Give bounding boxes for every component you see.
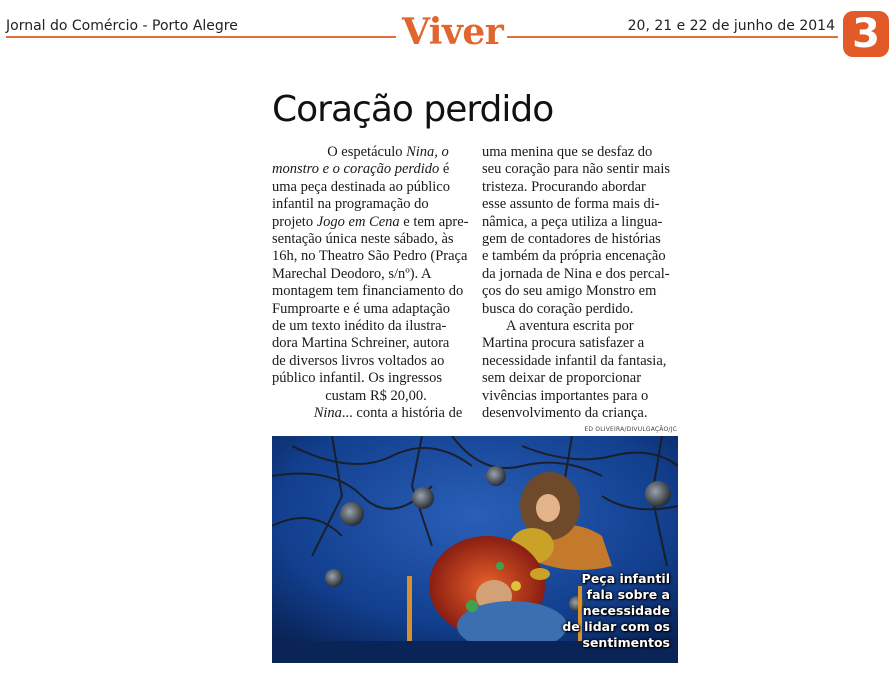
header-rule-left: [6, 36, 396, 38]
header-rule-right: [507, 36, 838, 38]
article-headline: Coração perdido: [272, 89, 554, 130]
article-paragraph-3: A aventura escrita por Martina procura satisfazer a necessidade infantil da fantasia, sem deixar de proporcionar vivências importantes para o desenvolvimento da criança.: [482, 318, 667, 422]
article-paragraph-1: O espetáculo Nina, o monstro e o coração perdido é uma peça destinada ao público infantil na programação do projeto Jogo em Cena e tem apre- sentação única neste sábado, às 16h, no Theatro São Pedro (Praça Marechal Deodoro, s/nº). A montagem tem financiamento do Fumproarte e é uma adaptação de um texto inédito da ilustra- dora Martina Schreiner, autora de diversos livros voltados ao público infantil. Os ingressos custam R$ 20,00.: [272, 144, 469, 404]
photo-credit: ED OLIVEIRA/DIVULGAÇÃO/JC: [584, 426, 677, 433]
page-number-badge: 3: [843, 11, 889, 57]
article-column-1: [272, 144, 480, 423]
article-photo: [272, 436, 678, 663]
publication-name: Jornal do Comércio - Porto Alegre: [6, 18, 238, 34]
article-column-2: [482, 144, 682, 423]
photo-caption: Peça infantil fala sobre a necessidade de lidar com os sentimentos: [562, 571, 670, 650]
issue-date: 20, 21 e 22 de junho de 2014: [627, 18, 835, 34]
section-title: Viver: [402, 11, 504, 53]
article-paragraph-2: Nina... conta a história de: [313, 405, 463, 422]
article-paragraph-2-cont: uma menina que se desfaz do seu coração para não sentir mais tristeza. Procurando abordar esse assunto de forma mais di- nâmica, a peça utiliza a lingua- gem de contadores de histórias e também da própria encenação da jornada de Nina e dos percal- ços do seu amigo Monstro em busca do coração perdido.: [482, 144, 671, 317]
